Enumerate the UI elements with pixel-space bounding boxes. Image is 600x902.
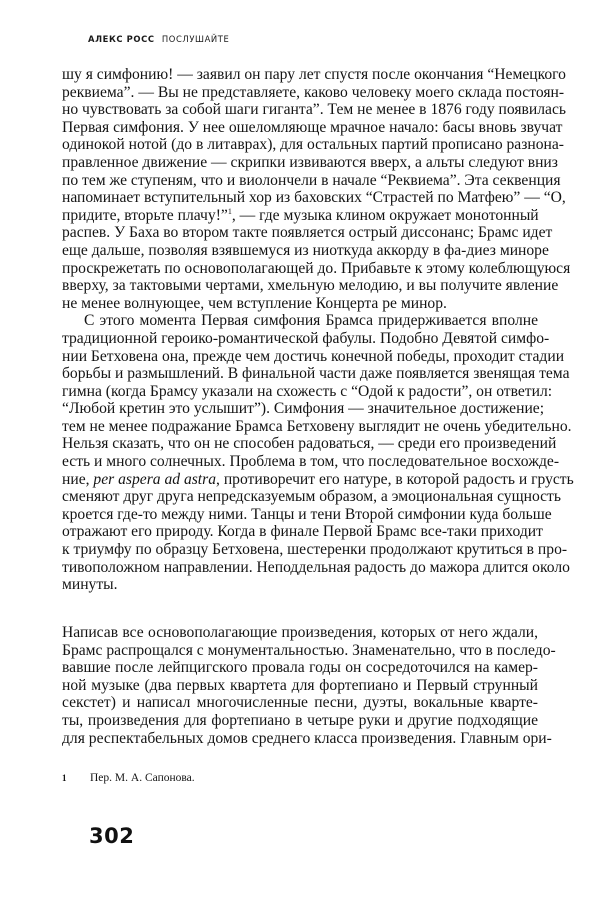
text-fragment: придите, вторьте плачу!” — [62, 206, 228, 224]
text-fragment: ние, — [62, 470, 94, 488]
text-line: но чувствовать за собой шаги гиганта”. Тем не менее в 1876 году появилась — [62, 101, 566, 119]
footnote-number: 1 — [62, 773, 67, 783]
running-head-author: АЛЕКС РОСС — [88, 34, 155, 44]
text-line: тем не менее подражание Брамса Бетховену выглядит не очень убедительно. — [62, 417, 572, 435]
text-fragment: , противоречит его натуре, в которой радость и грусть — [216, 470, 574, 488]
page-number: 302 — [89, 824, 135, 848]
text-line: по тем же ступеням, что и виолончели в начале “Реквиема”. Эта секвенция — [62, 171, 561, 189]
text-line: проскрежетать по основополагающей до. Прибавьте к этому колеблющуюся — [62, 259, 571, 277]
text-line-with-footnote-ref — [62, 207, 538, 225]
text-line: реквиема”. — Вы не представляете, каково человеку моего склада постоян- — [62, 83, 565, 101]
text-line: есть и много солнечных. Проблема в том, что последовательное восхожде- — [62, 453, 560, 471]
text-line: минуты. — [62, 576, 118, 594]
text-line: распев. У Баха во втором такте появляется острый диссонанс; Брамс идет — [62, 224, 553, 242]
text-line: еще дальше, позволяя взявшемуся из ниоткуда аккорду в фа-диез миноре — [62, 241, 549, 259]
text-line: “Любой кретин это услышит”). Симфония — значительное достижение; — [62, 400, 545, 418]
text-line: одинокой нотой (до в литаврах), для остальных партий прописано разнона- — [62, 136, 564, 154]
text-line: напоминает вступительный хор из баховских “Страстей по Матфею” — “О, — [62, 189, 566, 207]
text-line: вавшие после лейпцигского провала годы он сосредоточился на камер- — [62, 659, 538, 677]
text-line: шу я симфонию! — заявил он пару лет спустя после окончания “Немецкого — [62, 66, 566, 83]
footnote-reference[interactable]: 1 — [227, 206, 232, 216]
footnote — [62, 772, 195, 784]
text-line: к триумфу по образцу Бетховена, шестеренки продолжают крутиться в про- — [62, 541, 568, 559]
text-line: Первая симфония. У нее ошеломляюще мрачное начало: басы вновь звучат — [62, 118, 563, 136]
text-line: тивоположном направлении. Неподдельная радость до мажора длится около — [62, 558, 570, 576]
text-line: кроется где-то между ними. Танцы и тени Второй симфонии куда больше — [62, 505, 552, 523]
text-line: нии Бетховена она, прежде чем достичь конечной победы, проходит стадии — [62, 347, 565, 365]
text-line-with-italic — [62, 470, 574, 489]
text-line: ной музыке (два первых квартета для фортепиано и Первый струнный — [62, 676, 538, 694]
text-line: правленное движение — скрипки извиваются вверх, а альты следуют вниз — [62, 153, 558, 171]
text-line: ты, произведения для фортепиано в четыре руки и другие подходящие — [62, 711, 538, 729]
body-text-section-2 — [62, 624, 556, 747]
text-line: секстет) и написал многочисленные песни, дуэты, вокальные кварте- — [62, 694, 538, 712]
text-line: не менее волнующее, чем вступление Концерта ре минор. — [62, 294, 447, 312]
text-line: традиционной героико-романтической фабулы. Подобно Девятой симфо- — [62, 329, 550, 347]
footnote-text: Пер. М. А. Сапонова. — [90, 772, 195, 784]
text-line: Нельзя сказать, что он не способен радоваться, — среди его произведений — [62, 435, 557, 453]
text-line: вверху, за тактовыми чертами, хмельную мелодию, и вы получите явление — [62, 277, 559, 295]
text-line: Написав все основополагающие произведения, которых от него ждали, — [62, 624, 538, 641]
text-line: для респектабельных домов среднего класса произведения. Главным ори- — [62, 729, 552, 747]
latin-phrase: per aspera ad astra — [93, 470, 217, 488]
text-line: отражают его природу. Когда в финале Первой Брамс все-таки приходит — [62, 523, 543, 541]
running-head — [88, 34, 229, 44]
body-text-section-1 — [62, 66, 574, 594]
text-line: борьбы и размышлений. В финальной части даже появляется звенящая тема — [62, 365, 570, 383]
text-line: Брамс распрощался с монументальностью. Знаменательно, что в последо- — [62, 641, 556, 659]
text-line-paragraph-start: С этого момента Первая симфония Брамса придерживается вполне — [84, 312, 538, 330]
text-fragment: , — где музыка клином окружает монотонный — [231, 206, 539, 224]
text-line: гимна (когда Брамсу указали на схожесть с “Одой к радости”, он ответил: — [62, 382, 553, 400]
running-head-book-title: ПОСЛУШАЙТЕ — [161, 34, 230, 44]
text-line: сменяют друг друга непредсказуемым образом, а эмоциональная сущность — [62, 488, 561, 506]
